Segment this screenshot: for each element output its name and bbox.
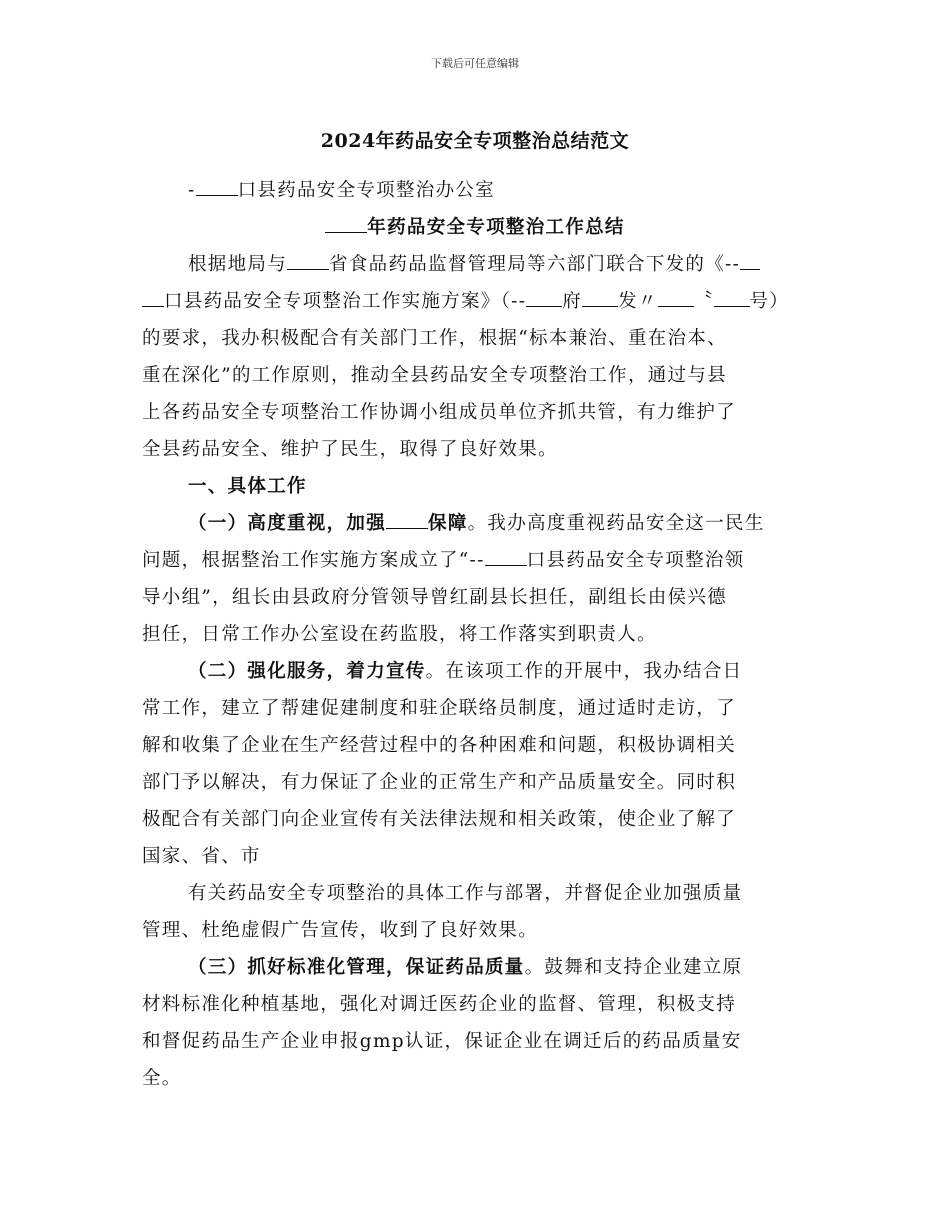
blank-field: [485, 547, 527, 566]
paragraph-line: 常工作，建立了帮建促建制度和驻企联络员制度，通过适时走访，了: [142, 698, 737, 719]
paragraph-line: 有关药品安全专项整治的具体工作与部署，并督促企业加强质量: [188, 883, 743, 904]
text-run: 问题，根据整治工作实施方案成立了“--: [142, 550, 485, 571]
text-run: 。我办高度重视药品安全这一民生: [467, 513, 765, 534]
text-run: 〝: [693, 291, 714, 312]
text-run: 口县药品安全专项整治领: [526, 550, 745, 571]
text-run: 省食品药品监督管理局等六部门联合下发的《--: [329, 254, 741, 275]
paragraph-line: [142, 546, 822, 572]
text-run: 府: [562, 291, 583, 312]
blank-field: [142, 288, 164, 307]
text-run: 号）: [749, 291, 790, 312]
paragraph-line: 和督促药品生产企业申报gmp认证，保证企业在调迁后的药品质量安: [142, 1031, 742, 1052]
paragraph-title: （二）强化服务，着力宣传: [188, 661, 426, 682]
paragraph-line: 国家、省、市: [142, 846, 261, 867]
paragraph-title: （三）抓好标准化管理，保证药品质量: [188, 957, 525, 978]
paragraph-line: 导小组”，组长由县政府分管领导曾红副县长担任，副组长由侯兴德: [142, 587, 727, 608]
subtitle-prefix: -: [188, 180, 196, 201]
intro-line: 上各药品安全专项整治工作协调小组成员单位齐抓共管，有力维护了: [142, 402, 737, 423]
blank-field: [714, 288, 750, 307]
heading-text: 年药品安全专项整治工作总结: [367, 217, 625, 238]
paragraph-line: [188, 509, 822, 535]
text-run: 根据地局与: [188, 254, 288, 275]
paragraph-line: 材料标准化种植基地，强化对调迁医药企业的监督、管理，积极支持: [142, 994, 737, 1015]
intro-line: 重在深化”的工作原则，推动全县药品安全专项整治工作，通过与县: [142, 365, 727, 386]
section-title: 一、具体工作: [188, 476, 307, 497]
blank-field: [196, 177, 238, 196]
blank-field: [526, 288, 562, 307]
text-run: 发〃: [618, 291, 658, 312]
paragraph-line: 极配合有关部门向企业宣传有关法律法规和相关政策，使企业了解了: [142, 809, 737, 830]
intro-line: 全县药品安全、维护了民生，取得了良好效果。: [142, 439, 558, 460]
header-note: 下载后可任意编辑: [431, 57, 519, 70]
paragraph-line: [188, 657, 822, 683]
text-run: 。鼓舞和支持企业建立原: [524, 957, 743, 978]
paragraph-line: 全。: [142, 1068, 182, 1089]
subtitle-text: 口县药品安全专项整治办公室: [237, 180, 495, 201]
paragraph-line: 部门予以解决，有力保证了企业的正常生产和产品质量安全。同时积: [142, 772, 737, 793]
blank-field: [287, 251, 329, 270]
text-run: 。在该项工作的开展中，我办结合日: [425, 661, 743, 682]
intro-line: [142, 287, 822, 313]
section-heading: [0, 213, 950, 239]
paragraph-line: 解和收集了企业在生产经营过程中的各种困难和问题，积极协调相关: [142, 735, 737, 756]
paragraph-title: 保障: [428, 513, 468, 534]
intro-line: 的要求，我办积极配合有关部门工作，根据“标本兼治、重在治本、: [142, 328, 727, 349]
document-title: 2024年药品安全专项整治总结范文: [320, 130, 630, 152]
blank-field: [386, 510, 428, 529]
text-run: 口县药品安全专项整治工作实施方案》（--: [164, 291, 527, 312]
paragraph-line: 管理、杜绝虚假广告宣传，收到了良好效果。: [142, 920, 539, 941]
blank-field: [658, 288, 694, 307]
blank-field: [325, 214, 367, 233]
subtitle: [188, 176, 868, 202]
paragraph-line: [188, 953, 822, 979]
paragraph-line: 担任，日常工作办公室设在药监股，将工作落实到职责人。: [142, 624, 657, 645]
paragraph-title: （一）高度重视，加强: [188, 513, 387, 534]
blank-field: [740, 251, 760, 270]
blank-field: [582, 288, 618, 307]
intro-line: [188, 250, 822, 276]
